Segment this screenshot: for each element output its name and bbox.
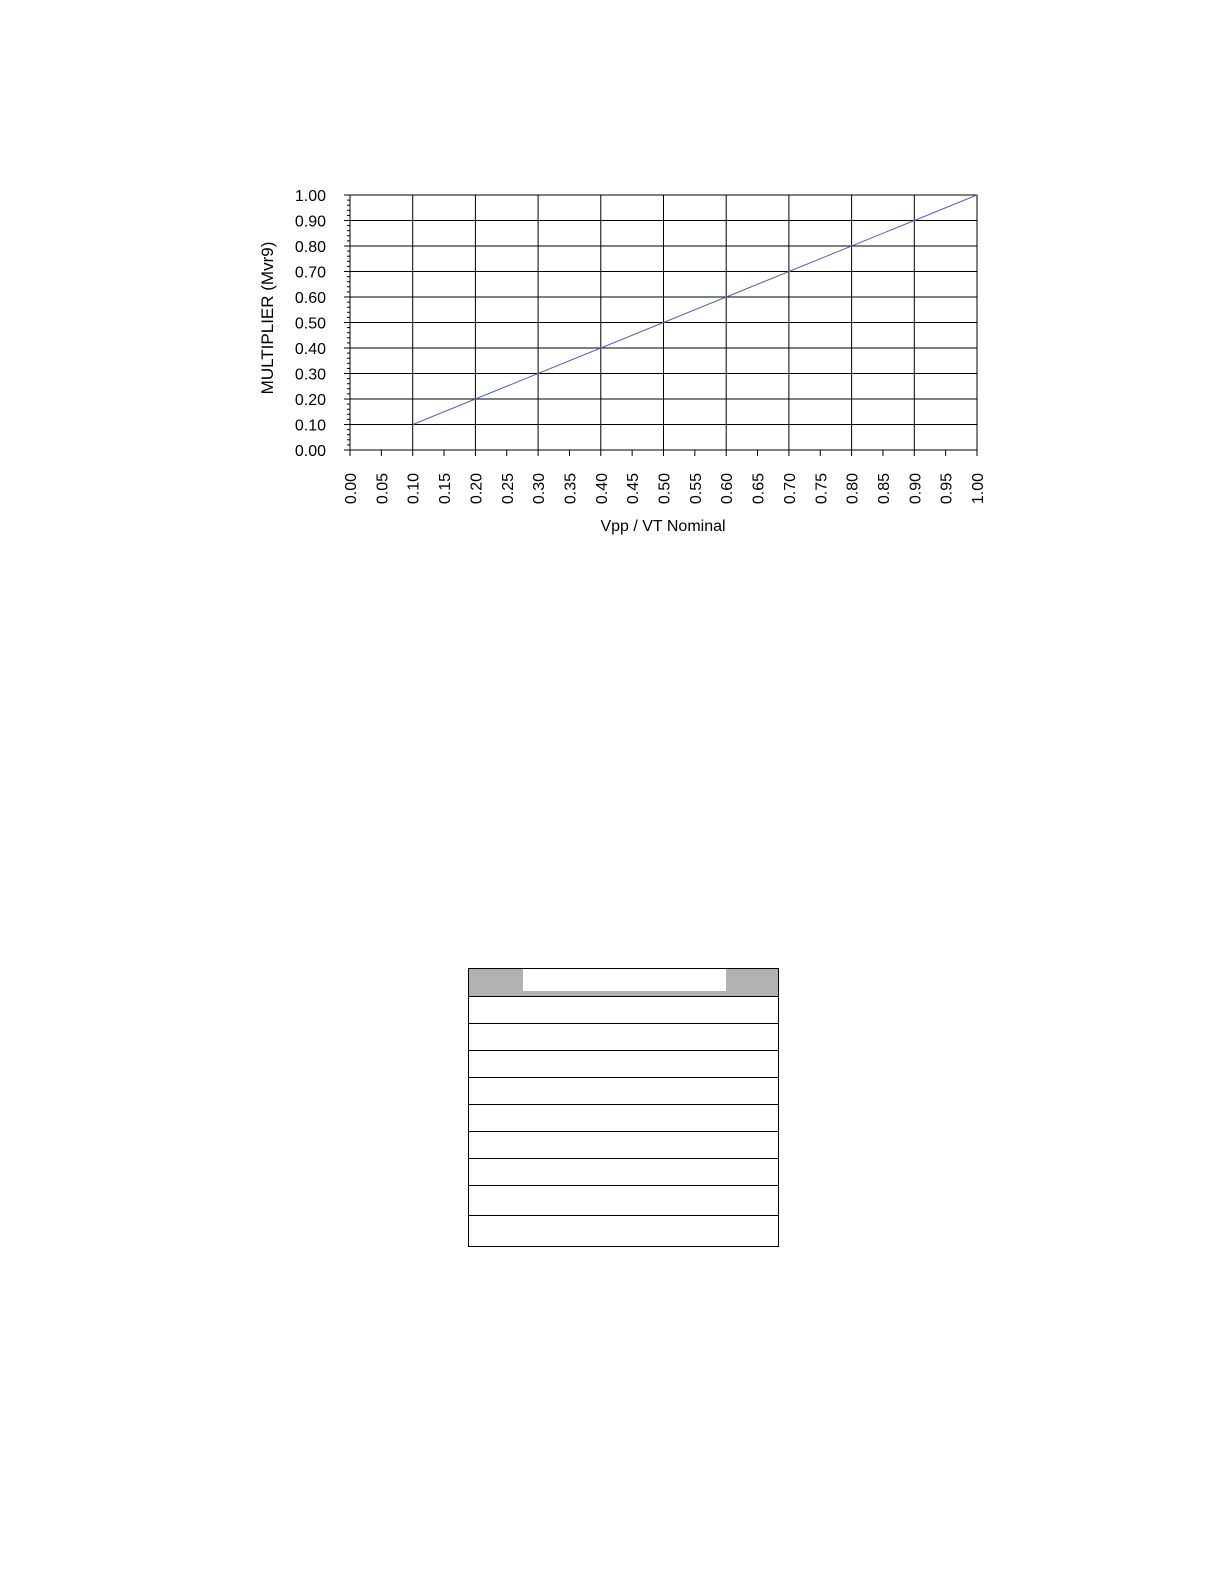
blank-table-header (469, 969, 778, 997)
x-tick-label: 0.65 (750, 473, 768, 505)
x-tick-label: 1.00 (970, 473, 987, 505)
table-row (469, 997, 778, 1024)
table-row (469, 1159, 778, 1186)
x-tick-label: 0.20 (468, 473, 486, 505)
x-tick-label: 0.75 (813, 473, 831, 505)
table-row (469, 1078, 778, 1105)
y-tick-label: 0.20 (294, 392, 326, 409)
x-tick-label: 0.95 (938, 473, 956, 505)
x-tick-label: 0.15 (437, 473, 455, 505)
series-line (413, 195, 977, 425)
chart-tick-labels (295, 188, 987, 504)
x-tick-label: 0.80 (844, 473, 862, 505)
x-tick-label: 0.60 (719, 473, 737, 505)
table-row (469, 1024, 778, 1051)
x-tick-label: 0.85 (875, 473, 893, 505)
x-tick-label: 0.30 (531, 473, 549, 505)
blank-table (468, 968, 779, 1247)
table-row (469, 1051, 778, 1078)
y-tick-label: 0.40 (294, 341, 326, 358)
y-tick-label: 0.30 (294, 366, 326, 384)
x-tick-label: 0.55 (687, 473, 705, 505)
y-tick-label: 0.00 (294, 443, 326, 460)
vpp-multiplier-chart (0, 0, 1224, 600)
table-row (469, 1186, 778, 1216)
y-tick-label: 0.80 (294, 239, 326, 256)
y-tick-label: 0.50 (294, 315, 326, 333)
table-row (469, 1216, 778, 1246)
x-tick-label: 0.45 (625, 473, 643, 505)
x-tick-label: 0.10 (405, 473, 423, 505)
y-tick-label: 0.90 (294, 213, 326, 231)
chart-series (413, 195, 977, 425)
x-axis-title: Vpp / VT Nominal (600, 518, 726, 535)
x-tick-label: 0.90 (907, 473, 925, 505)
y-tick-label: 0.10 (294, 417, 326, 435)
blank-table-header-cell (523, 969, 726, 991)
x-tick-label: 0.25 (499, 473, 517, 505)
y-tick-label: 1.00 (294, 188, 326, 205)
x-tick-label: 0.50 (656, 473, 674, 505)
y-tick-label: 0.70 (294, 264, 326, 282)
x-tick-label: 0.70 (781, 473, 799, 505)
x-tick-label: 0.35 (562, 473, 580, 505)
y-tick-label: 0.60 (294, 290, 326, 307)
table-row (469, 1105, 778, 1132)
table-row (469, 1132, 778, 1159)
x-tick-label: 0.40 (593, 473, 611, 505)
y-axis-title: MULTIPLIER (Mvr9) (258, 241, 277, 395)
x-tick-label: 0.00 (343, 473, 360, 505)
x-tick-label: 0.05 (374, 473, 392, 505)
